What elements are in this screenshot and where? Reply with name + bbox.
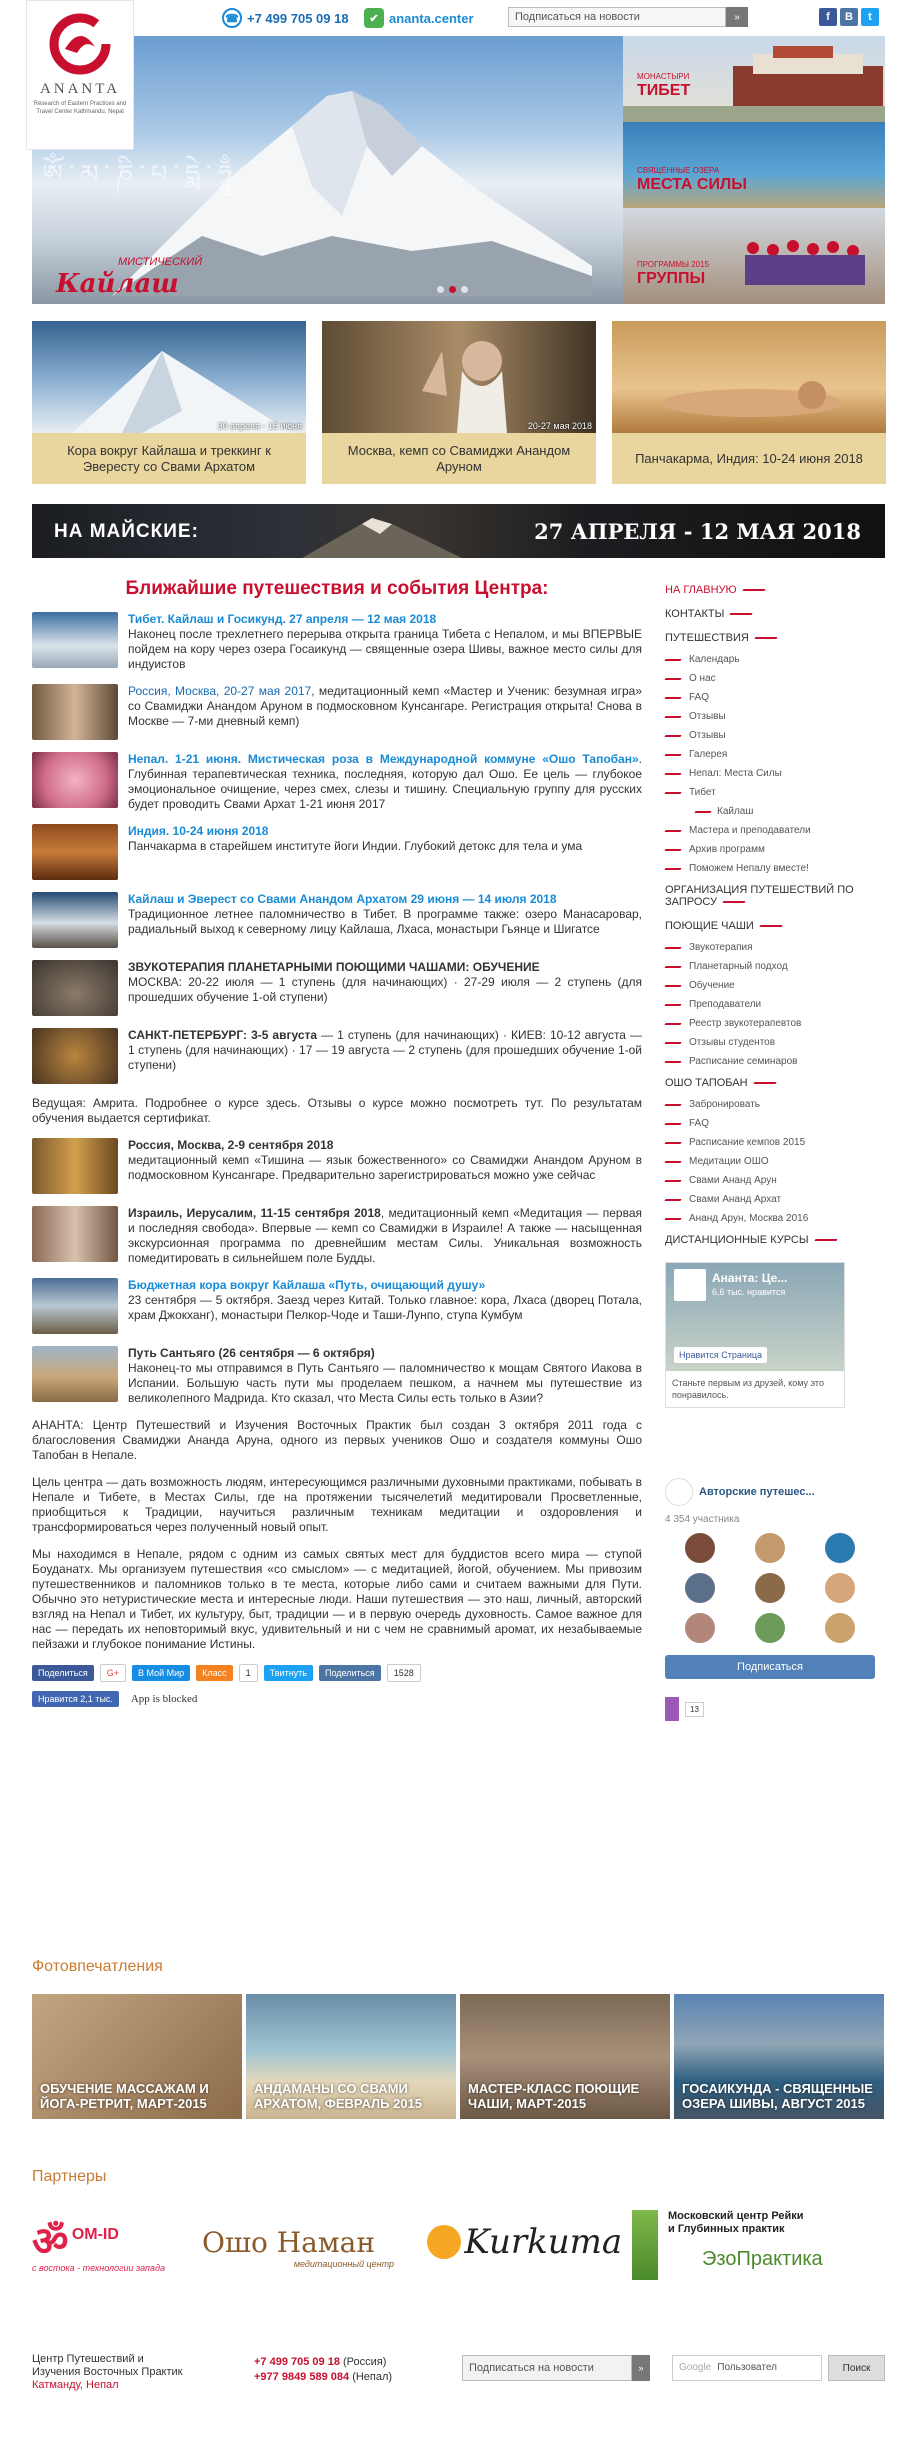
vk-group-title[interactable]: Авторские путешес... — [699, 1486, 815, 1498]
event-thumb[interactable] — [32, 1278, 118, 1334]
event-body: медитационный кемп «Тишина — язык божественного» со Свамиджи Анандом Аруном в подмосковном Кунсангаре. Предварительно зарегистрироваться можно уже сейчас — [128, 1153, 642, 1182]
event-body: — 1 ступень (для начинающих) · КИЕВ: 10-12 августа — 1 ступень (для начинающих) · 17 — 19 августа — 2 ступень (для прошедших обучение 1-ой ступени) — [128, 1028, 642, 1072]
swoosh-icon — [664, 1061, 681, 1063]
sidebar-item[interactable] — [665, 1152, 885, 1171]
partner-omid[interactable] — [32, 2212, 192, 2273]
sidebar-item-label: Поможем Непалу вместе! — [689, 863, 809, 874]
event-item — [32, 1138, 642, 1194]
vk-member-avatar[interactable] — [825, 1613, 855, 1643]
share-ok-count: 1 — [239, 1664, 258, 1682]
sidebar-item[interactable] — [665, 1014, 885, 1033]
sidebar-item-label: ОРГАНИЗАЦИЯ ПУТЕШЕСТВИЙ ПО ЗАПРОСУ — [665, 884, 854, 908]
kailash-subtitle: МИСТИЧЕСКИЙ — [118, 256, 203, 268]
main-content — [32, 578, 642, 1708]
slider-dot-active[interactable] — [449, 286, 456, 293]
sidebar-item-label: FAQ — [689, 1118, 710, 1129]
sidebar-item-label: Реестр звукотерапевтов — [689, 1018, 802, 1029]
swoosh-icon — [754, 637, 777, 639]
photo-gallery — [32, 1994, 885, 2119]
sidebar-item-label: Ананд Арун, Москва 2016 — [689, 1213, 809, 1224]
sidebar — [665, 578, 885, 1721]
sidebar-item[interactable] — [665, 1209, 885, 1228]
photo-caption: МАСТЕР-КЛАСС ПОЮЩИЕ ЧАШИ, МАРТ-2015 — [468, 2081, 640, 2111]
about-paragraph: Мы находимся в Непале, рядом с одним из самых святых мест для буддистов всего мира — ступой Боуданатх. Мы организуем путешествия «со смыслом» — с медитацией, йогой, обучением. Мы привозим путешественников и паломников только в те места, которые либо сами и считаем важными для Пути. Обычно это нетуристические места и интересные люди. Наши путешествия — это наш, личный, авторский взгляд на Непал и Тибет, их культуру, быт, традиции — и в первую очередь духовность. Самое важное для нас — передать их неповторимый вкус, удивительный и ни с чем не сравнимый аромат, их незабываемые пейзажи и глубокое понимание Истины. — [32, 1547, 642, 1651]
event-item — [32, 612, 642, 672]
sidebar-item[interactable] — [665, 650, 885, 669]
swoosh-icon — [664, 735, 681, 737]
photo-item[interactable] — [460, 1994, 670, 2119]
event-item — [32, 1206, 642, 1266]
swoosh-icon — [814, 1239, 837, 1241]
check-icon: ✔ — [364, 8, 384, 28]
event-link[interactable]: Кайлаш и Эверест со Свами Анандом Архатом 29 июня — 14 июля 2018 — [128, 892, 557, 906]
social-links — [819, 8, 879, 26]
site-link[interactable] — [364, 8, 474, 28]
partners-title: Партнеры — [32, 2168, 107, 2185]
sidebar-item[interactable] — [665, 802, 885, 821]
google-label: Google — [679, 2362, 712, 2373]
sidebar-item-label: Непал: Места Силы — [689, 768, 782, 779]
partner-name: Ошо Наман — [202, 2226, 375, 2259]
event-thumb[interactable] — [32, 1346, 118, 1402]
facebook-widget[interactable] — [665, 1262, 845, 1408]
event-body: Наконец-то мы отправимся в Путь Сантьяго — паломничество к мощам Святого Иакова в Испании. Большую часть пути мы проделаем пешком, а начнем мы путешествие из великолепного Мадрида. Кто сказал, что Места Силы есть только в Азии? — [128, 1361, 642, 1405]
like-bar — [32, 1690, 642, 1708]
tile-date: 20-27 мая 2018 — [527, 421, 592, 431]
sidebar-item[interactable] — [665, 726, 885, 745]
sidebar-item[interactable] — [665, 688, 885, 707]
footer-subscribe-input[interactable]: Подписаться на новости — [462, 2355, 632, 2381]
event-title: Путь Сантьяго (26 сентября — 6 октября) — [128, 1346, 375, 1360]
sidebar-item-label: Планетарный подход — [689, 961, 788, 972]
event-item — [32, 892, 642, 948]
swoosh-icon — [664, 1199, 681, 1201]
share-vk-button[interactable]: Поделиться — [319, 1665, 381, 1681]
slide-small-label: ПРОГРАММЫ 2015 — [637, 260, 710, 269]
vk-subscribe-button[interactable]: Подписаться — [665, 1655, 875, 1679]
om-icon: ॐ — [32, 2218, 69, 2265]
counter-icon — [665, 1697, 679, 1721]
sidebar-item-label: ПУТЕШЕСТВИЯ — [665, 632, 749, 644]
sidebar-item[interactable] — [665, 840, 885, 859]
event-body: Традиционное летнее паломничество в Тибет. В программе также: озеро Манасаровар, радиальный выход к северному лицу Кайлаша, Лхаса, монастыри Гьянце и Шигатсе — [128, 907, 642, 936]
subscribe-button[interactable]: » — [726, 7, 748, 27]
logo[interactable] — [26, 0, 134, 150]
swoosh-icon — [664, 754, 681, 756]
partner-osho-naman[interactable] — [202, 2226, 422, 2269]
event-body: Наконец после трехлетнего перерыва открыта граница Тибета с Непалом, и мы ВПЕРВЫЕ пойдем на кору через озера Госаикунд — священные озера Шивы, важное место силы для индуистов — [128, 627, 642, 671]
header — [32, 0, 885, 36]
logo-name: ANANTA — [39, 81, 121, 97]
swoosh-icon — [664, 1218, 681, 1220]
sidebar-item[interactable] — [665, 602, 885, 626]
site-name: ananta.center — [389, 10, 474, 26]
event-item — [32, 960, 642, 1016]
sidebar-item[interactable] — [665, 1052, 885, 1071]
slide-big-label: ГРУППЫ — [637, 270, 706, 287]
footer-phone[interactable]: +7 499 705 09 18 — [254, 2356, 340, 2368]
footer-phone[interactable]: +977 9849 589 084 — [254, 2371, 350, 2383]
sidebar-item[interactable] — [665, 1171, 885, 1190]
sidebar-item-label: Отзывы — [689, 730, 726, 741]
sidebar-item-label: Медитации ОШО — [689, 1156, 769, 1167]
sidebar-item-label: Свами Ананд Архат — [689, 1194, 782, 1205]
sidebar-item[interactable] — [665, 938, 885, 957]
tile-kailash[interactable] — [32, 321, 306, 484]
featured-tiles — [32, 321, 885, 484]
event-body: , медитационный кемп «Медитация — первая и последняя свобода». Впервые — кемп со Свамиджи в Израиле! А также — насыщенная экскурсионная программа по древнейшим местам Силы. Уникальная возможность помедитировать в сильнейшем поле Будды. — [128, 1206, 642, 1265]
footer-line: Изучения Восточных Практик — [32, 2366, 183, 2378]
vk-member-count: 4 354 участника — [665, 1514, 740, 1525]
counter-value: 13 — [685, 1702, 704, 1717]
event-thumb[interactable] — [32, 684, 118, 740]
event-link[interactable]: Непал. 1-21 июня. Мистическая роза в Международной коммуне «Ошо Тапобан» — [128, 752, 639, 766]
event-thumb[interactable] — [32, 1206, 118, 1262]
fb-page-name[interactable]: Ананта: Це... — [712, 1271, 788, 1285]
sidebar-item-label: Отзывы студентов — [689, 1037, 776, 1048]
event-body: 23 сентября — 5 октября. Заезд через Китай. Только главное: кора, Лхаса (дворец Потала, храм Джокханг), монастыри Пелкор-Чоде и Таши-Лунпо, ступа Кумбум — [128, 1293, 642, 1322]
logo-subtitle: Research of Eastern Practices and Travel Center Kathmandu, Nepal — [33, 101, 127, 115]
photo-caption: ОБУЧЕНИЕ МАССАЖАМ И ЙОГА-РЕТРИТ, МАРТ-2015 — [40, 2081, 209, 2111]
tile-date: 30 апреля - 15 июня — [217, 421, 302, 431]
swoosh-icon — [664, 1004, 681, 1006]
sidebar-item[interactable] — [665, 1114, 885, 1133]
sidebar-item[interactable] — [665, 626, 885, 650]
partners-row — [32, 2200, 885, 2290]
footer-phones — [254, 2355, 392, 2385]
event-item — [32, 752, 642, 812]
event-link[interactable]: Тибет. Кайлаш и Госикунд. 27 апреля — 12 мая 2018 — [128, 612, 437, 626]
event-item — [32, 824, 642, 880]
banner-mountain — [302, 504, 462, 558]
footer — [32, 2345, 885, 2405]
course-lead: Ведущая: Амрита. Подробнее о курсе здесь. Отзывы о курсе можно посмотреть тут. По результатам обучения выдается сертификат. — [32, 1096, 642, 1125]
swoosh-icon — [664, 1104, 681, 1106]
fb-likes: 6,6 тыс. нравится — [712, 1287, 786, 1297]
sidebar-item[interactable] — [665, 1228, 885, 1252]
partner-name: Kurkuma — [464, 2222, 623, 2262]
sidebar-item-label: Обучение — [689, 980, 735, 991]
partner-name: OM-ID — [71, 2226, 119, 2243]
sidebar-item-label: Забронировать — [689, 1099, 761, 1110]
swoosh-icon — [664, 1042, 681, 1044]
sidebar-item[interactable] — [665, 707, 885, 726]
event-thumb[interactable] — [32, 612, 118, 668]
phone-number: +7 499 705 09 18 — [247, 10, 349, 26]
swoosh-icon — [664, 1023, 681, 1025]
sidebar-item-label: ДИСТАНЦИОННЫЕ КУРСЫ — [665, 1234, 809, 1246]
sidebar-item[interactable] — [665, 1133, 885, 1152]
hero-side-tibet[interactable] — [623, 36, 885, 122]
sidebar-item[interactable] — [665, 878, 885, 914]
swoosh-icon — [664, 773, 681, 775]
vk-icon[interactable]: В — [840, 8, 858, 26]
vk-widget — [665, 1478, 875, 1721]
photo-caption: АНДАМАНЫ СО СВАМИ АРХАТОМ, ФЕВРАЛЬ 2015 — [254, 2081, 422, 2111]
swoosh-icon — [664, 678, 681, 680]
fb-like-button[interactable]: Нравится 2,1 тыс. — [32, 1691, 119, 1707]
sidebar-item[interactable] — [665, 821, 885, 840]
photo-item[interactable] — [246, 1994, 456, 2119]
sidebar-item[interactable] — [665, 957, 885, 976]
vk-member-avatar[interactable] — [755, 1533, 785, 1563]
swoosh-icon — [730, 613, 753, 615]
sidebar-item-label: Расписание кемпов 2015 — [689, 1137, 806, 1148]
sidebar-item[interactable] — [665, 1071, 885, 1095]
mountain-thumb — [32, 321, 306, 433]
sidebar-item-label: КОНТАКТЫ — [665, 608, 725, 620]
sidebar-item-label: Календарь — [689, 654, 740, 665]
sidebar-item-label: ОШО ТАПОБАН — [665, 1077, 748, 1089]
tile-moscow[interactable] — [322, 321, 596, 484]
sidebar-item[interactable] — [665, 669, 885, 688]
vk-member-avatar[interactable] — [685, 1613, 715, 1643]
tibetan-mantra: ༀ་མ་ཎི་པ་དྨེ་ཧཱུྃ — [42, 160, 239, 190]
event-link[interactable]: Индия. 10-24 июня 2018 — [128, 824, 269, 838]
swoosh-icon — [664, 1161, 681, 1163]
event-title: САНКТ-ПЕТЕРБУРГ: 3-5 августа — [128, 1028, 318, 1042]
swoosh-icon — [664, 849, 681, 851]
photo-caption: ГОСАИКУНДА - СВЯЩЕННЫЕ ОЗЕРА ШИВЫ, АВГУСТ 2015 — [682, 2081, 873, 2111]
sidebar-item-label: Свами Ананд Арун — [689, 1175, 777, 1186]
slider-dot[interactable] — [437, 286, 444, 293]
sidebar-item-label: Звукотерапия — [689, 942, 753, 953]
share-mymir-button[interactable]: В Мой Мир — [132, 1665, 190, 1681]
sidebar-item-label: Тибет — [689, 787, 716, 798]
google-search-input[interactable] — [672, 2355, 822, 2381]
about-paragraph: АНАНТА: Центр Путешествий и Изучения Восточных Практик был создан 3 октября 2011 года с благословения Свамиджи Ананда Аруна, одного из первых учеников Ошо и создателя коммуны Ошо Тапобан в Непале. — [32, 1418, 642, 1462]
sidebar-item-label: Отзывы — [689, 711, 726, 722]
partner-name: ЭзоПрактика — [702, 2248, 823, 2270]
banner-right: 27 АПРЕЛЯ - 12 МАЯ 2018 — [534, 519, 861, 544]
sidebar-item[interactable] — [665, 783, 885, 802]
share-vk-count: 1528 — [387, 1664, 421, 1682]
event-link[interactable]: Россия, Москва, 20-27 мая 2017 — [128, 684, 312, 698]
swoosh-icon — [664, 947, 681, 949]
swoosh-icon — [664, 985, 681, 987]
partner-ezopraktika[interactable] — [632, 2210, 882, 2271]
hero-side-lakes[interactable] — [623, 122, 885, 208]
vk-member-avatar[interactable] — [685, 1573, 715, 1603]
swoosh-icon — [694, 811, 711, 813]
about-paragraph: Цель центра — дать возможность людям, интересующимся различными духовными практиками, побывать в Непале и Тибете, в Местах Силы, где на протяжении тысячелетий медитировали Просветленные, приобщиться к Традиции, научиться различным техникам медитации и оздоровления и трансформироваться через полученный новый опыт. — [32, 1475, 642, 1534]
sidebar-item-label: Архив программ — [689, 844, 765, 855]
banner-left: НА МАЙСКИЕ: — [54, 521, 199, 542]
kailash-title: Кайлаш — [56, 269, 179, 299]
subscribe-input[interactable]: Подписаться на новости — [508, 7, 726, 27]
phone-link[interactable] — [222, 8, 349, 28]
fb-like-page-button[interactable]: Нравится Страница — [674, 1347, 767, 1363]
section-title: Ближайшие путешествия и события Центра: — [125, 578, 549, 599]
event-thumb[interactable] — [32, 1028, 118, 1084]
event-body: , медитационный кемп «Мастер и Ученик: безумная игра» со Свамиджи Анандом Аруном в подмосковном Кунсангаре. Регистрация открыта! Снова в Москве — 7-ми дневный кемп) — [128, 684, 642, 728]
search-value: Пользовател — [717, 2362, 777, 2373]
partner-tagline: медитационный центр — [293, 2259, 394, 2269]
footer-line: Центр Путешествий и — [32, 2353, 144, 2365]
slide-small-label: МОНАСТЫРИ — [637, 72, 690, 81]
photo-item[interactable] — [674, 1994, 884, 2119]
event-thumb[interactable] — [32, 892, 118, 948]
share-ok-button[interactable]: Класс — [196, 1665, 233, 1681]
swoosh-icon — [742, 589, 765, 591]
twitter-icon[interactable]: t — [861, 8, 879, 26]
sidebar-item[interactable] — [665, 859, 885, 878]
swoosh-icon — [664, 792, 681, 794]
facebook-icon[interactable]: f — [819, 8, 837, 26]
may-banner[interactable] — [32, 504, 885, 558]
slide-big-label: ТИБЕТ — [637, 82, 691, 99]
sidebar-item[interactable] — [665, 1095, 885, 1114]
fb-page-logo — [674, 1269, 706, 1301]
sun-icon — [427, 2225, 461, 2259]
partner-line: Московский центр Рейки — [668, 2210, 804, 2222]
sidebar-item[interactable] — [665, 976, 885, 995]
sidebar-item[interactable] — [665, 914, 885, 938]
sidebar-item-label: НА ГЛАВНУЮ — [665, 584, 737, 596]
vk-member-avatar[interactable] — [825, 1573, 855, 1603]
event-thumb[interactable] — [32, 824, 118, 880]
sidebar-item-label: Преподаватели — [689, 999, 762, 1010]
swoosh-icon — [664, 830, 681, 832]
partner-tagline: с востока - технологии запада — [32, 2263, 165, 2273]
footer-address — [32, 2353, 183, 2392]
tile-caption: Москва, кемп со Свамиджи Анандом Аруном — [322, 433, 596, 484]
swoosh-icon — [664, 1123, 681, 1125]
swoosh-icon — [664, 697, 681, 699]
slide-big-label: МЕСТА СИЛЫ — [637, 176, 747, 193]
event-body: . Глубинная терапевтическая техника, последняя, которую дал Ошо. Ее цель — глубокое эмоциональное очищение, через смех, слезы и тишину. Специальную группу для русских будет проводить Свами Архат 1-21 июня 2017 — [128, 752, 642, 811]
sidebar-item[interactable] — [665, 1033, 885, 1052]
sidebar-item-label: FAQ — [689, 692, 710, 703]
event-body: МОСКВА: 20-22 июля — 1 ступень (для начинающих) · 27-29 июля — 2 ступень (для прошедших обучение 1-ой ступени) — [128, 975, 642, 1004]
swoosh-icon — [664, 868, 681, 870]
share-bar — [32, 1664, 642, 1682]
swoosh-icon — [664, 1180, 681, 1182]
partner-kurkuma[interactable] — [427, 2222, 627, 2262]
event-thumb[interactable] — [32, 752, 118, 808]
event-title: Израиль, Иерусалим, 11-15 сентября 2018 — [128, 1206, 381, 1220]
share-gplus-button[interactable]: G+ — [100, 1664, 126, 1682]
group-photo — [623, 208, 885, 304]
sidebar-item[interactable] — [665, 578, 885, 602]
event-thumb[interactable] — [32, 1138, 118, 1194]
footer-subscribe-button[interactable]: » — [632, 2355, 650, 2381]
hero-side-groups[interactable] — [623, 208, 885, 304]
vk-member-avatar[interactable] — [685, 1533, 715, 1563]
event-title: ЗВУКОТЕРАПИЯ ПЛАНЕТАРНЫМИ ПОЮЩИМИ ЧАШАМИ: ОБУЧЕНИЕ — [128, 960, 540, 974]
phone-icon: ☎ — [222, 8, 242, 28]
sidebar-item-label: Кайлаш — [717, 806, 754, 817]
share-facebook-button[interactable]: Поделиться — [32, 1665, 94, 1681]
tile-panchakarma[interactable] — [612, 321, 886, 484]
event-thumb[interactable] — [32, 960, 118, 1016]
fb-text: Станьте первым из друзей, кому это понравилось. — [672, 1378, 824, 1400]
swoosh-icon — [664, 966, 681, 968]
event-item — [32, 1346, 642, 1406]
sidebar-item-label: Расписание семинаров — [689, 1056, 798, 1067]
swoosh-icon — [722, 901, 745, 903]
photos-title: Фотовпечатления — [32, 1958, 163, 1975]
photo-item[interactable] — [32, 1994, 242, 2119]
event-body: Панчакарма в старейшем институте йоги Индии. Глубокий детокс для тела и ума — [128, 839, 583, 853]
sidebar-item[interactable] — [665, 764, 885, 783]
footer-phone-note: (Россия) — [343, 2356, 387, 2368]
slide-small-label: СВЯЩЕННЫЕ ОЗЕРА — [637, 166, 720, 175]
vk-member-avatar[interactable] — [825, 1533, 855, 1563]
bamboo-icon — [632, 2210, 658, 2280]
vk-group-avatar — [665, 1478, 693, 1506]
app-blocked-note: App is blocked — [130, 1693, 198, 1705]
footer-location: Катманду, Непал — [32, 2379, 119, 2391]
guru-photo — [322, 321, 596, 433]
event-title: Россия, Москва, 2-9 сентября 2018 — [128, 1138, 334, 1152]
footer-phone-note: (Непал) — [352, 2371, 393, 2383]
hero-slider[interactable] — [32, 36, 885, 304]
swoosh-icon — [753, 1082, 776, 1084]
sidebar-item-label: Галерея — [689, 749, 728, 760]
swoosh-icon — [664, 716, 681, 718]
sidebar-item-label: О нас — [689, 673, 716, 684]
sidebar-item[interactable] — [665, 995, 885, 1014]
slider-dot[interactable] — [461, 286, 468, 293]
event-item — [32, 1278, 642, 1334]
sidebar-item[interactable] — [665, 1190, 885, 1209]
counter-widget — [665, 1697, 875, 1721]
tile-caption: Кора вокруг Кайлаша и треккинг к Эвересту со Свами Архатом — [32, 433, 306, 484]
swoosh-icon — [664, 1142, 681, 1144]
massage-photo — [612, 321, 886, 433]
share-twitter-button[interactable]: Твитнуть — [264, 1665, 313, 1681]
slider-dots — [437, 286, 468, 293]
event-item — [32, 684, 642, 740]
sidebar-item-label: ПОЮЩИЕ ЧАШИ — [665, 920, 754, 932]
sidebar-item[interactable] — [665, 745, 885, 764]
search-button[interactable]: Поиск — [828, 2355, 885, 2381]
partner-line: и Глубинных практик — [668, 2223, 785, 2235]
tile-caption: Панчакарма, Индия: 10-24 июня 2018 — [612, 433, 886, 484]
event-link[interactable]: Бюджетная кора вокруг Кайлаша «Путь, очищающий душу» — [128, 1278, 486, 1292]
swoosh-icon — [664, 659, 681, 661]
swoosh-icon — [759, 925, 782, 927]
vk-member-avatar[interactable] — [755, 1613, 785, 1643]
logo-mark-icon — [45, 9, 115, 79]
vk-member-avatar[interactable] — [755, 1573, 785, 1603]
event-item — [32, 1028, 642, 1084]
sidebar-item-label: Мастера и преподаватели — [689, 825, 811, 836]
